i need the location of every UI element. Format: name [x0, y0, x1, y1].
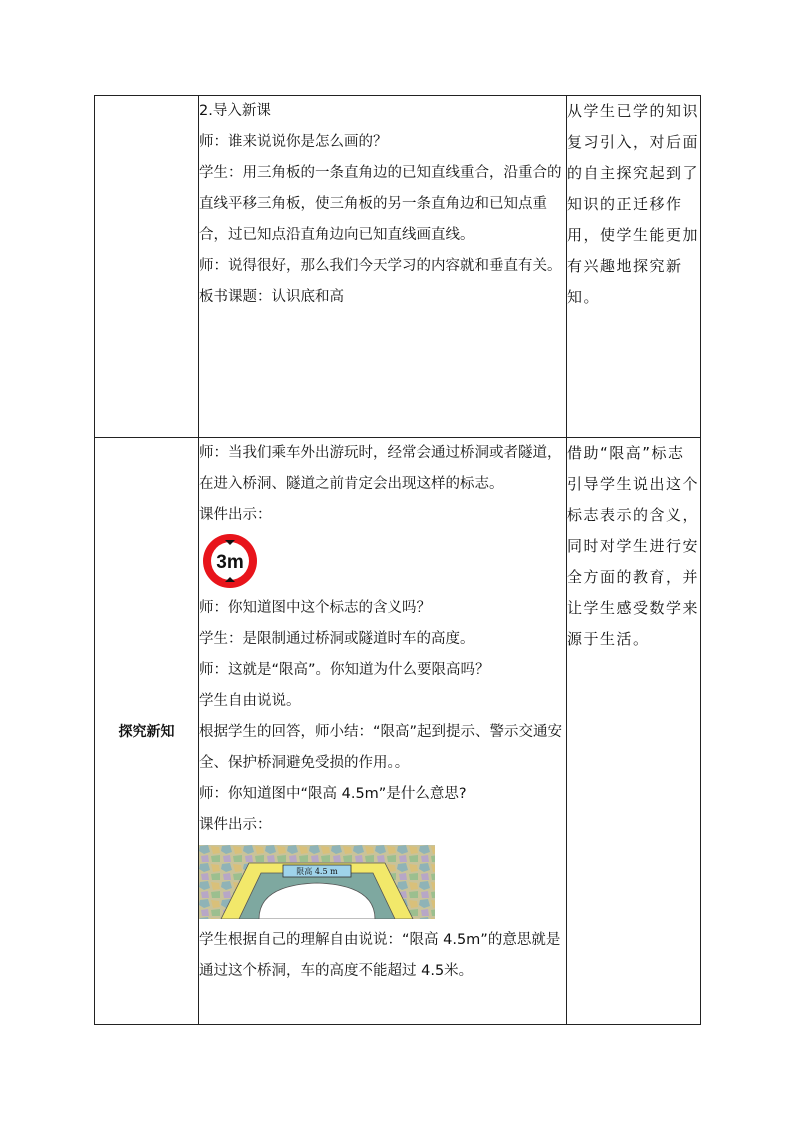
- content-line: 学生：是限制通过桥洞或隧道时车的高度。: [199, 631, 475, 647]
- content-line: 师：你知道图中这个标志的含义吗？: [199, 600, 431, 616]
- content-line: 师：当我们乘车外出游玩时，经常会通过桥洞或者隧道，在进入桥洞、隧道之前肯定会出现这样的标志。: [199, 445, 562, 492]
- content-line: 师：说得很好，那么我们今天学习的内容就和垂直有关。: [199, 258, 562, 274]
- bridge-sign-label: 限高 4.5 m: [296, 867, 338, 876]
- stage-cell: [95, 96, 199, 438]
- stage-cell: 探究新知: [95, 438, 199, 1025]
- design-note: 借助“限高”标志引导学生说出这个标志表示的含义，同时对学生进行安全方面的教育，并让学生感受数学来源于生活。: [567, 438, 701, 1025]
- content-line: 课件出示：: [199, 507, 272, 523]
- content-cell: [199, 438, 567, 1025]
- content-line: 学生根据自己的理解自由说说：“限高 4.5m”的意思就是通过这个桥洞，车的高度不能超过 4.5米。: [199, 932, 561, 979]
- content-cell: [199, 96, 567, 438]
- content-line: 师：你知道图中“限高 4.5m”是什么意思?: [199, 786, 467, 802]
- content-line: 2.导入新课: [199, 103, 271, 119]
- design-note: 从学生已学的知识复习引入，对后面的自主探究起到了知识的正迁移作用，使学生能更加有兴趣地探究新知。: [567, 96, 701, 438]
- content-line: 根据学生的回答，师小结：“限高”起到提示、警示交通安全、保护桥洞避免受损的作用。。: [199, 724, 563, 771]
- content-line: 学生：用三角板的一条直角边的已知直线重合，沿重合的直线平移三角板，使三角板的另一条直角边和已知点重合，过已知点沿直角边向已知直线画直线。: [199, 165, 562, 243]
- content-line: 师：这就是“限高”。你知道为什么要限高吗？: [199, 662, 490, 678]
- content-line: 师：谁来说说你是怎么画的？: [199, 134, 388, 150]
- sign-label: 3m: [216, 552, 244, 573]
- height-limit-sign-icon: [200, 531, 262, 591]
- height-limit-sign: [199, 531, 566, 593]
- bridge-image: [199, 845, 435, 919]
- content-line: 学生自由说说。: [199, 693, 301, 709]
- table-row: [95, 438, 701, 1025]
- content-line: 板书课题：认识底和高: [199, 289, 344, 305]
- lesson-table: [94, 95, 701, 1025]
- content-line: 课件出示：: [199, 817, 272, 833]
- table-row: [95, 96, 701, 438]
- bridge-illustration: [199, 841, 566, 925]
